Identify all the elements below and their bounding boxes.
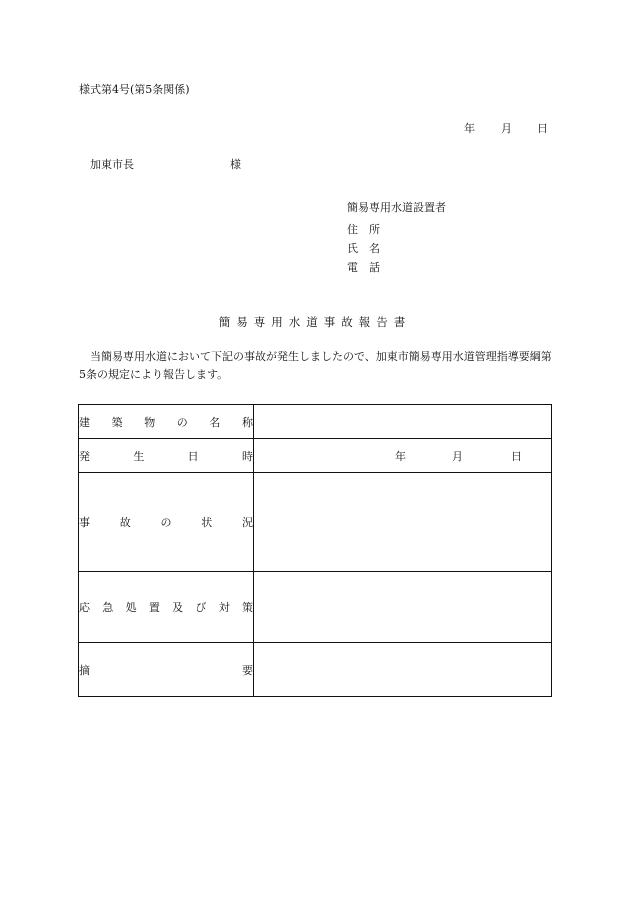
- occurrence-day-label: 日: [511, 449, 522, 463]
- table-row: [79, 572, 552, 643]
- emergency-measures-field[interactable]: [254, 572, 552, 643]
- building-name-field[interactable]: [254, 405, 552, 439]
- table-row: [79, 439, 552, 473]
- applicant-block: [347, 198, 446, 277]
- date-month-label: 月: [501, 122, 512, 135]
- applicant-address-label: 住 所: [347, 223, 380, 236]
- table-row: [79, 643, 552, 697]
- occurrence-year-label: 年: [395, 449, 406, 463]
- applicant-title: 簡易専用水道設置者: [347, 201, 446, 214]
- addressee-honorific: 様: [230, 158, 241, 171]
- row-label-occurrence-datetime: 発生日時: [79, 439, 254, 473]
- date-day-label: 日: [537, 122, 548, 135]
- row-label-building-name: 建築物の名称: [79, 405, 254, 439]
- addressee: [90, 156, 241, 172]
- form-number: 様式第4号(第5条関係): [79, 83, 190, 96]
- document-title: 簡易専用水道事故報告書: [218, 315, 412, 329]
- addressee-name: 加東市長: [90, 158, 134, 171]
- applicant-name-label: 氏 名: [347, 242, 380, 255]
- table-row: [79, 405, 552, 439]
- report-table: [78, 404, 552, 697]
- accident-situation-field[interactable]: [254, 473, 552, 572]
- body-text: 当簡易専用水道において下記の事故が発生しましたので、加東市簡易専用水道管理指導要綱第5条の規定により報告します。: [79, 350, 552, 381]
- row-label-remarks: 摘要: [79, 643, 254, 697]
- date-year-label: 年: [464, 122, 475, 135]
- remarks-field[interactable]: [254, 643, 552, 697]
- applicant-phone-label: 電 話: [347, 261, 380, 274]
- row-label-emergency-measures: 応急処置及び対策: [79, 572, 254, 643]
- table-row: [79, 473, 552, 572]
- row-label-accident-situation: 事故の状況: [79, 473, 254, 572]
- occurrence-datetime-field[interactable]: [254, 439, 552, 473]
- occurrence-month-label: 月: [452, 449, 463, 463]
